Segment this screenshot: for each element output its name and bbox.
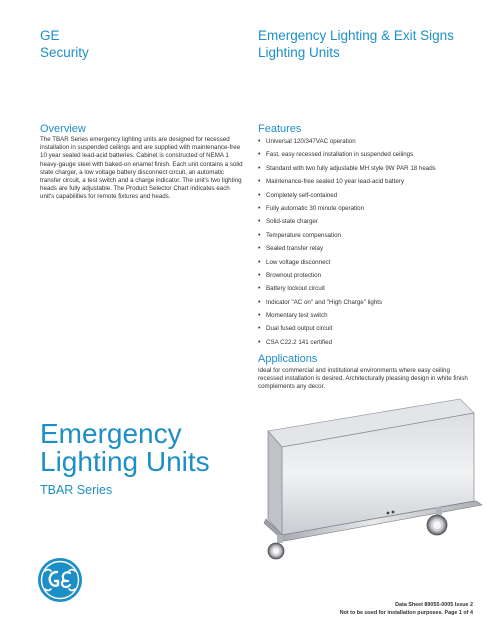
- page-notice: Not to be used for installation purposes. Page 1 of 4: [339, 610, 473, 616]
- feature-item: [258, 205, 483, 218]
- feature-item: [258, 285, 483, 298]
- feature-item: [258, 245, 483, 258]
- bullet-icon: •: [258, 298, 261, 306]
- footer: [340, 601, 473, 617]
- feature-text: Battery lockout circuit: [266, 285, 325, 293]
- feature-item: [258, 151, 483, 164]
- emergency-lighting-unit-image: [262, 385, 484, 575]
- bullet-icon: •: [258, 312, 261, 320]
- feature-item: [258, 192, 483, 205]
- feature-text: Standard with two fully adjustable MH style 9W PAR 18 heads: [266, 164, 436, 172]
- bullet-icon: •: [258, 245, 261, 253]
- bullet-icon: •: [258, 204, 261, 212]
- feature-item: [258, 232, 483, 245]
- feature-item: [258, 259, 483, 272]
- ge-monogram-logo: [37, 557, 83, 603]
- feature-text: Maintenance-free sealed 10 year lead-acid battery: [266, 178, 404, 186]
- page-title: [40, 420, 210, 476]
- bullet-icon: •: [258, 338, 261, 346]
- header-left: [40, 27, 89, 61]
- bullet-icon: •: [258, 218, 261, 226]
- feature-text: Fully automatic 30 minute operation: [266, 204, 365, 212]
- feature-text: Dual fused output circuit: [266, 325, 333, 333]
- feature-text: Sealed transfer relay: [266, 245, 324, 253]
- bullet-icon: •: [258, 178, 261, 186]
- feature-item: [258, 165, 483, 178]
- bullet-icon: •: [258, 325, 261, 333]
- bullet-icon: •: [258, 285, 261, 293]
- overview-heading: Overview: [40, 123, 86, 135]
- feature-item: [258, 272, 483, 285]
- division-name: Security: [40, 45, 89, 60]
- bullet-icon: •: [258, 271, 261, 279]
- feature-text: CSA C22.2 141 certified: [266, 338, 333, 346]
- header-right: [258, 27, 454, 61]
- feature-text: Solid-state charger: [266, 218, 318, 226]
- feature-item: [258, 138, 483, 151]
- feature-text: Universal 120/347VAC operation: [266, 138, 356, 145]
- feature-item: [258, 218, 483, 231]
- feature-text: Indicator "AC on" and "High Charge" lights: [266, 298, 383, 306]
- bullet-icon: •: [258, 191, 261, 199]
- subcategory-name: Lighting Units: [258, 45, 340, 60]
- feature-item: [258, 178, 483, 191]
- feature-text: Momentary test switch: [266, 312, 328, 320]
- overview-text: The TBAR Series emergency lighting units are designed for recessed installation in suspended ceilings and are supplied with maintenance-free 10 year sealed lead-acid batteries. Cabinet is constructed of NEMA 1 heavy-gauge steel with baked-on enamel finish. Each unit contains a solid state charger, a low voltage battery disconnect circuit, an automatic transfer circuit, a test switch and a charge indicator. The unit's two lighting heads are fully adjustable. The Product Selector Chart indicates each unit's capabilities for remote fixtures and heads.: [40, 136, 243, 201]
- feature-text: Low voltage disconnect: [266, 258, 331, 266]
- series-subtitle: TBAR Series: [40, 483, 113, 497]
- feature-text: Temperature compensation: [266, 231, 341, 239]
- applications-text: Ideal for commercial and institutional environments where easy ceiling recessed installation is desired. Architecturally pleasing design in white finish complements any decor.: [258, 367, 468, 391]
- feature-text: Completely self-contained: [266, 191, 338, 199]
- feature-item: [258, 312, 483, 325]
- features-list: [258, 138, 483, 352]
- bullet-icon: •: [258, 151, 261, 159]
- feature-item: [258, 339, 483, 352]
- applications-heading: Applications: [258, 353, 318, 365]
- title-line-2: Lighting Units: [40, 446, 210, 477]
- feature-item: [258, 299, 483, 312]
- bullet-icon: •: [258, 164, 261, 172]
- feature-text: Fast, easy recessed installation in suspended ceilings: [266, 151, 414, 159]
- feature-text: Brownout protection: [266, 271, 322, 279]
- title-line-1: Emergency: [40, 418, 182, 449]
- bullet-icon: •: [258, 138, 261, 145]
- datasheet-number: Data Sheet 89055-0005 Issue 2: [395, 602, 473, 608]
- feature-item: [258, 325, 483, 338]
- category-name: Emergency Lighting & Exit Signs: [258, 28, 454, 43]
- bullet-icon: •: [258, 231, 261, 239]
- brand-name: GE: [40, 28, 60, 43]
- features-heading: Features: [258, 123, 302, 135]
- bullet-icon: •: [258, 258, 261, 266]
